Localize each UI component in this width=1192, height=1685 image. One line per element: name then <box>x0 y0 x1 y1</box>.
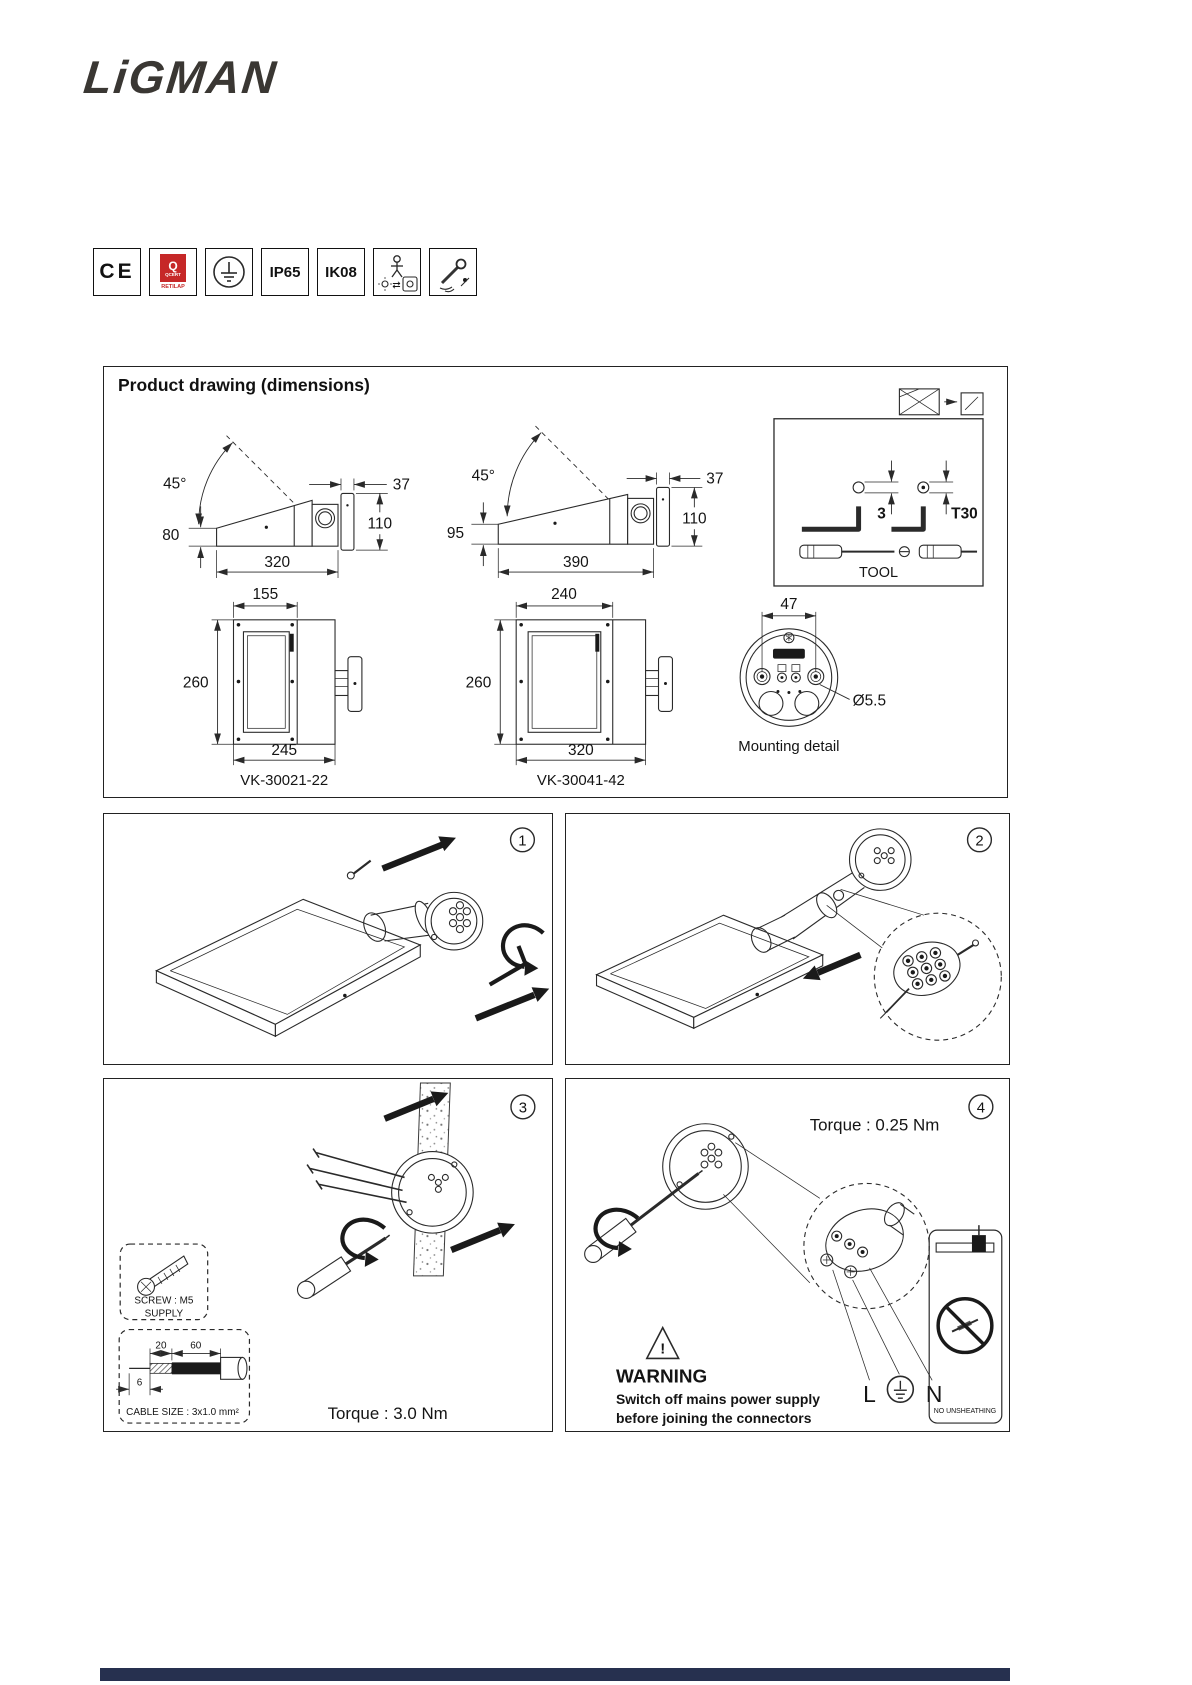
ip65-label: IP65 <box>269 263 301 281</box>
qcert-sub-label: RETILAP <box>161 284 185 290</box>
dim-face-width-2: 240 <box>551 585 577 603</box>
earth-ground-icon <box>205 248 253 296</box>
dim-hole-diameter: Ø5.5 <box>852 692 887 710</box>
replaceable-light-source-icon <box>373 248 421 296</box>
qcert-letter: Q <box>168 258 178 273</box>
step-4-number: 4 <box>976 1100 986 1117</box>
strip-dim-inner: 20 <box>155 1340 167 1352</box>
dim-angle-1: 45° <box>163 475 187 493</box>
slotted-screwdriver-icon <box>800 545 909 558</box>
tool-box-label: TOOL <box>858 565 899 582</box>
cable-strip-note <box>116 1330 249 1423</box>
serviceable-hand-tool-icon <box>429 248 477 296</box>
step-1-number: 1 <box>518 833 527 850</box>
dim-hole-spacing: 47 <box>780 595 798 613</box>
dim-overhang-1: 37 <box>392 476 410 494</box>
strip-dim-conductor: 6 <box>136 1377 143 1389</box>
torx-key-icon <box>891 506 923 529</box>
mounting-detail <box>738 596 886 755</box>
hex-key-size: 3 <box>877 505 886 523</box>
ce-mark-icon <box>93 248 141 296</box>
product-drawing-section <box>103 366 1008 798</box>
step-number-badge <box>511 1095 535 1119</box>
warning-line2: before joining the connectors <box>615 1410 812 1427</box>
step-3-number: 3 <box>518 1100 528 1117</box>
prohibition-icon <box>938 1299 992 1353</box>
torx-key-size: T30 <box>951 505 978 523</box>
model-2-name: VK-30041-42 <box>536 772 625 790</box>
ik08-rating-icon <box>317 248 365 296</box>
allen-key-icon <box>490 925 544 984</box>
connector-magnifier <box>827 889 1002 1040</box>
product-drawing-canvas <box>104 367 1007 797</box>
warning-line1: Switch off mains power supply <box>615 1391 820 1408</box>
dim-front-height-1: 80 <box>162 527 180 545</box>
hex-key-icon <box>802 506 859 529</box>
dim-body-depth-2: 320 <box>568 742 594 760</box>
screwdriver-icon <box>297 1220 389 1299</box>
qcert-mark-icon <box>149 248 197 296</box>
dim-length-1: 320 <box>264 554 291 572</box>
step-number-badge <box>969 1095 993 1119</box>
ik08-label: IK08 <box>325 263 357 281</box>
step-number-badge <box>968 828 992 852</box>
warning-block <box>616 1328 820 1426</box>
dim-bracket-height-2: 110 <box>682 510 707 528</box>
screw-note-line1: SCREW : M5 <box>134 1295 194 1307</box>
dim-face-height-2: 260 <box>465 674 492 692</box>
wall-plate-ring <box>392 1152 474 1234</box>
unpacking-icon <box>899 389 983 415</box>
dim-overhang-2: 37 <box>706 470 724 488</box>
screwdriver-icon <box>585 1170 703 1262</box>
cable-size-note: CABLE SIZE : 3x1.0 mm² <box>126 1407 239 1419</box>
warning-mark: ! <box>660 1341 666 1358</box>
m5-screw-icon <box>150 1256 188 1287</box>
dim-face-width-1: 155 <box>252 585 279 603</box>
side-view-model-2 <box>447 426 724 578</box>
tool-box <box>774 419 983 586</box>
terminal-magnifier <box>723 1143 929 1309</box>
wall-plate-ring <box>663 1124 749 1210</box>
no-unsheathing-label: NO UNSHEATHING <box>933 1408 997 1416</box>
front-view-model-2 <box>466 586 673 789</box>
model-1-name: VK-30021-22 <box>240 772 329 790</box>
ip65-rating-icon <box>261 248 309 296</box>
qcert-badge <box>160 254 186 282</box>
qcert-name: QCERT <box>165 271 181 277</box>
screw-note-line2: SUPPLY <box>144 1308 184 1320</box>
relamp-arrows-glyph: ⇄ <box>392 280 401 291</box>
removal-arrow-bottom <box>476 987 549 1018</box>
step-3-drawing <box>104 1079 552 1431</box>
dim-face-height-1: 260 <box>182 674 209 692</box>
terminal-live-label: L <box>863 1381 876 1408</box>
torx-screwdriver-icon <box>919 545 977 558</box>
wall-plate-ring <box>850 829 912 891</box>
torque-note-step3: Torque : 3.0 Nm <box>327 1404 448 1424</box>
terminal-labels <box>833 1268 943 1407</box>
terminal-neutral-label: N <box>925 1381 943 1408</box>
push-arrow-bottom <box>451 1223 515 1250</box>
step-4-panel <box>565 1078 1010 1432</box>
front-view-model-1 <box>183 586 362 789</box>
step-2-panel <box>565 813 1010 1065</box>
cap-screw <box>347 861 370 879</box>
torque-note-step4: Torque : 0.25 Nm <box>809 1115 940 1135</box>
removal-arrow-top <box>383 836 456 868</box>
warning-title: WARNING <box>615 1366 708 1388</box>
step-1-panel <box>103 813 553 1065</box>
step-number-badge <box>511 828 535 852</box>
earth-ground-icon <box>887 1376 913 1402</box>
strip-dim-outer: 60 <box>190 1340 202 1352</box>
step-4-drawing <box>566 1079 1009 1431</box>
side-view-model-1 <box>162 436 410 578</box>
luminaire-isometric <box>156 899 438 1036</box>
footer-bar <box>100 1668 1010 1681</box>
cable-connector <box>834 890 844 900</box>
step-2-number: 2 <box>975 833 984 850</box>
dim-body-depth-1: 245 <box>271 742 298 760</box>
luminaire-isometric <box>597 872 865 1029</box>
screw-supply-note <box>120 1244 208 1320</box>
mounting-detail-label: Mounting detail <box>738 738 840 756</box>
dim-front-height-2: 95 <box>446 525 465 543</box>
ligman-logo: LiGMAN <box>81 51 281 103</box>
dim-length-2: 390 <box>563 554 589 572</box>
product-drawing-title: Product drawing (dimensions) <box>118 375 370 395</box>
ce-mark-label: CE <box>99 260 135 283</box>
rear-cap-exploded <box>425 892 483 950</box>
certification-icons-row <box>93 248 477 296</box>
step-3-panel <box>103 1078 553 1432</box>
step-2-drawing <box>566 814 1009 1064</box>
dim-bracket-height-1: 110 <box>367 515 393 533</box>
dim-angle-2: 45° <box>471 467 495 485</box>
step-1-drawing <box>104 814 552 1064</box>
